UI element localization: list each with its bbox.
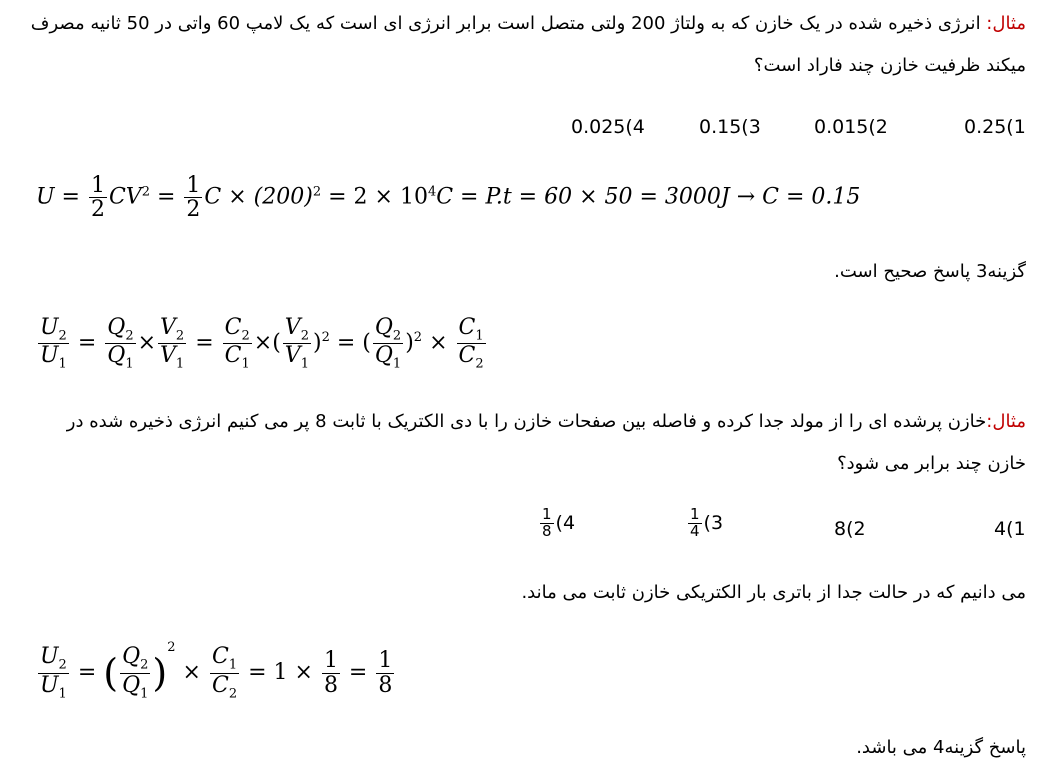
f2-v1s: 1 [175, 356, 185, 372]
formula-result: $\frac{U_2}{U_1}$ = ( $\frac{Q_2}{Q_1}$ )$^2$ × $\frac{C_1}{C_2}$ = 1 × $\frac{1}{8}$ = $\frac{1}{8}$ [40, 640, 393, 701]
f2-q-ratio2 [373, 316, 403, 371]
f3-c1s: 1 [228, 657, 238, 673]
f2-q1s: 1 [125, 356, 134, 372]
f1-frac2-den: 2 [186, 197, 201, 223]
example2-option-2: 8(2 [834, 518, 866, 540]
f2-q1bs: 1 [392, 356, 402, 372]
example2-explanation: می دانیم که در حالت جدا از باتری بار الکتریکی خازن ثابت می ماند. [521, 582, 1026, 603]
f1-frac1 [89, 174, 107, 221]
f2-c2b: C [458, 343, 476, 369]
opt4-frac [540, 507, 554, 540]
f2-q2bs: 2 [392, 328, 402, 344]
f2-q2: Q [107, 315, 126, 340]
opt3-num: 1 [690, 505, 700, 523]
example1-option-3: 0.15(3 [699, 116, 761, 138]
f3-c1: C [211, 644, 229, 670]
opt3-den: 4 [690, 521, 700, 540]
f3-frac1-num: 1 [323, 648, 338, 674]
example1-option-1: 0.25(1 [964, 116, 1026, 138]
f3-c-ratio [210, 645, 239, 700]
f2-u1s: 1 [58, 356, 67, 372]
f3-q1s: 1 [140, 685, 149, 701]
f3-mid: = 1 × [241, 660, 320, 685]
f2-sq2: 2 [413, 330, 423, 346]
f3-q2: Q [122, 644, 141, 670]
f2-c2s: 2 [241, 328, 250, 344]
f3-frac1-den: 8 [323, 672, 338, 698]
f2-sq1: 2 [321, 330, 330, 346]
f1-frac1-num: 1 [90, 173, 105, 198]
f2-times1: × [137, 330, 157, 356]
f2-c2: C [224, 315, 242, 340]
f3-q2s: 2 [140, 657, 149, 673]
f2-c1bs: 1 [475, 328, 484, 344]
example2-option-1: 4(1 [994, 518, 1026, 540]
f2-q2b: Q [374, 315, 393, 340]
f1-exp1: 2 [141, 184, 150, 200]
opt4-den: 8 [542, 521, 552, 540]
f2-q1b: Q [374, 343, 393, 369]
f3-u2s: 2 [58, 657, 67, 673]
f3-frac1 [322, 649, 340, 696]
f2-eq2: = [195, 330, 214, 356]
f3-u1s: 1 [58, 685, 67, 701]
f3-q-ratio [120, 645, 150, 700]
example1-line2: میکند ظرفیت خازن چند فاراد است؟ [753, 55, 1026, 76]
example1-answer: گزینه3 پاسخ صحیح است. [834, 261, 1026, 282]
example1-line1 [31, 12, 1026, 36]
f2-v-ratio2 [283, 316, 311, 371]
f2-times2: × [253, 330, 273, 356]
example2-text1: خازن پرشده ای را از مولد جدا کرده و فاصله بین صفحات خازن را با دی الکتریک با ثابت 8 پر می کنیم انرژی ذخیره شده در [66, 411, 987, 432]
f2-v2: V [160, 315, 176, 340]
f1-rest: C = P.t = 60 × 50 = 3000J → C = 0.15 [436, 184, 861, 210]
f2-v1b: V [284, 343, 301, 369]
f2-q2s: 2 [125, 328, 134, 344]
f1-eq2: = [149, 184, 183, 210]
f2-times3: × [429, 330, 448, 356]
f2-u2s: 2 [58, 328, 67, 344]
f2-c2bs: 2 [475, 356, 484, 372]
f2-q-ratio [105, 316, 135, 371]
example2-line1 [67, 410, 1026, 434]
f2-eq1: = [77, 330, 97, 356]
f2-c-ratio [223, 316, 252, 371]
f3-c2: C [211, 672, 229, 698]
f3-u2: U [40, 644, 59, 670]
f3-frac2 [376, 649, 394, 696]
example1-text1: انرژی ذخیره شده در یک خازن که به ولتاژ 200 ولتی متصل است برابر انرژی ای است که یک لامپ 60 واتی در 50 ثانیه مصرف [30, 13, 987, 34]
f3-c2s: 2 [228, 685, 238, 701]
f3-u1: U [40, 672, 59, 698]
example1-option-2: 0.015(2 [814, 116, 888, 138]
example2-answer: پاسخ گزینه4 می باشد. [856, 737, 1026, 758]
f2-c1: C [224, 343, 242, 369]
f3-frac2-num: 1 [378, 648, 393, 674]
opt3-suffix: (3 [703, 511, 724, 534]
f2-v2bs: 2 [300, 328, 309, 344]
f3-q1: Q [122, 672, 141, 698]
f2-eq3: = [336, 330, 356, 356]
f1-cv: CV [108, 184, 142, 210]
f1-frac2 [184, 174, 202, 221]
formula-energy [36, 174, 860, 221]
example1-option-4: 0.025(4 [571, 116, 645, 138]
f1-2x10: = 2 × 10 [321, 184, 428, 210]
example2-option-4 [538, 507, 575, 540]
f1-c200: C × (200) [204, 184, 313, 210]
example1-label: مثال: [986, 13, 1026, 34]
f2-v1: V [160, 343, 176, 369]
formula-ratios: $\frac{U_2}{U_1}$ = $\frac{Q_2}{Q_1}$ × $\frac{V_2}{V_1}$ = $\frac{C_2}{C_1}$ ×( $\frac{V_2}{V_1}$ )$^2$ = ( $\frac{Q_2}{Q_1}$ )$^2$ × $\frac{C_1}{C_2}$ [40, 315, 484, 372]
f2-v-ratio [158, 316, 186, 371]
f2-v1bs: 1 [300, 356, 309, 372]
example2-option-3 [686, 507, 723, 540]
f2-v2b: V [284, 315, 301, 340]
f1-frac1-den: 2 [90, 197, 105, 223]
f3-u-ratio [38, 645, 69, 700]
opt4-num: 1 [542, 505, 552, 523]
f1-u: U [36, 184, 55, 210]
f1-frac2-num: 1 [186, 173, 201, 198]
f2-c1s: 1 [241, 356, 250, 372]
f3-frac2-den: 8 [378, 672, 393, 698]
opt3-frac [688, 507, 702, 540]
f3-eq: = [341, 660, 375, 685]
f2-u-ratio [38, 316, 69, 371]
f2-u1: U [40, 343, 59, 369]
f2-v2s: 2 [175, 328, 185, 344]
f3-sq: 2 [167, 640, 176, 655]
example2-line2: خازن چند برابر می شود؟ [837, 453, 1026, 474]
f2-q1: Q [107, 343, 126, 369]
f1-exp2: 2 [312, 184, 322, 200]
opt4-suffix: (4 [555, 511, 576, 534]
f2-u2: U [40, 315, 59, 340]
f2-c-ratio2 [457, 316, 486, 371]
example2-label: مثال: [986, 411, 1026, 432]
f2-c1b: C [458, 315, 476, 340]
f1-eq1: = [54, 184, 87, 210]
f1-exp3: 4 [427, 184, 437, 200]
